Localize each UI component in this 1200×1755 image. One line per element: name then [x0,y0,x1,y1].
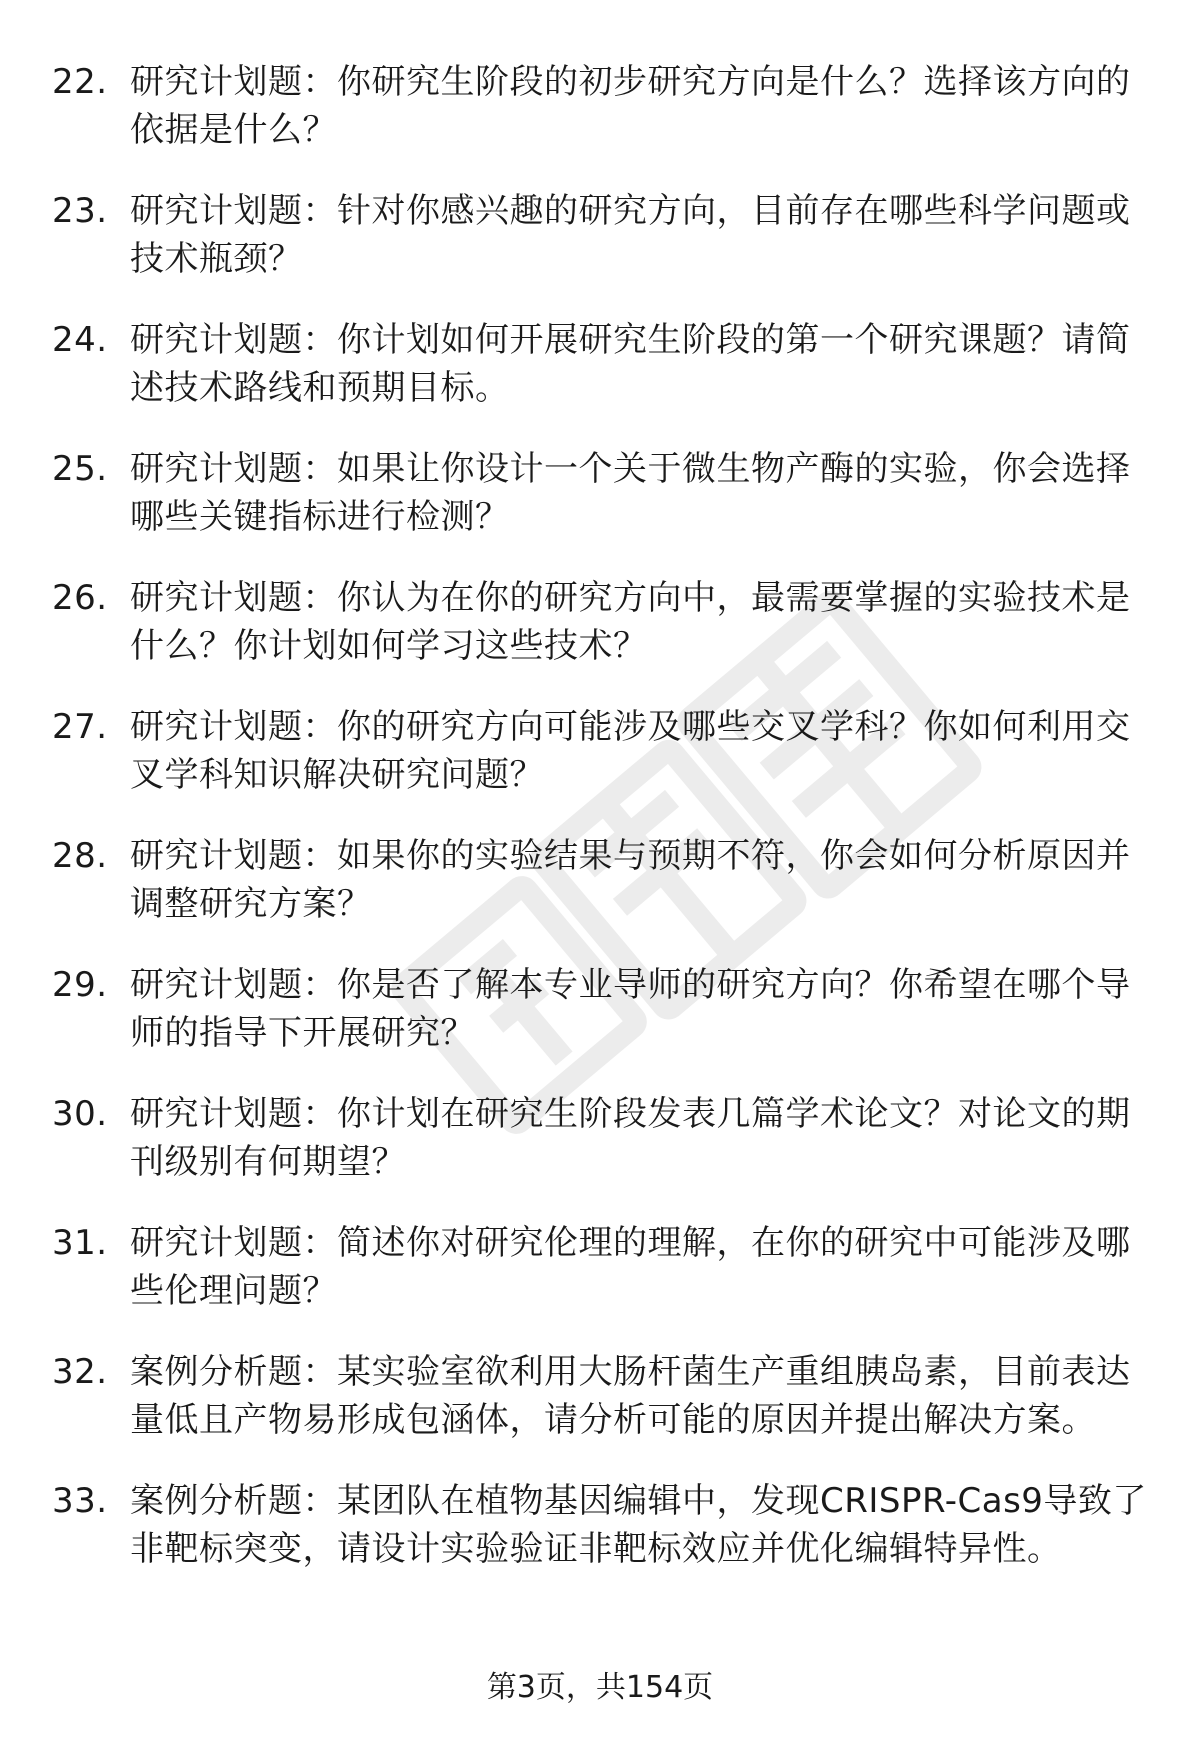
question-text: 研究计划题：如果让你设计一个关于微生物产酶的实验，你会选择哪些关键指标进行检测？ [130,449,1131,537]
question-number: 29. [52,965,108,1005]
question-item [52,961,1152,1057]
question-item [52,58,1152,154]
question-number: 27. [52,707,108,747]
question-number: 26. [52,578,108,618]
question-text: 研究计划题：你是否了解本专业导师的研究方向？你希望在哪个导师的指导下开展研究？ [130,965,1131,1053]
page-footer [0,1668,1200,1708]
question-item [52,1090,1152,1186]
question-number: 33. [52,1481,108,1521]
question-text: 研究计划题：你计划如何开展研究生阶段的第一个研究课题？请简述技术路线和预期目标。 [130,320,1131,408]
question-item [52,1219,1152,1315]
question-number: 32. [52,1352,108,1392]
question-text: 研究计划题：你认为在你的研究方向中，最需要掌握的实验技术是什么？你计划如何学习这些技术？ [130,578,1131,666]
question-text: 研究计划题：针对你感兴趣的研究方向，目前存在哪些科学问题或技术瓶颈？ [130,191,1131,279]
question-number: 23. [52,191,108,231]
question-text: 案例分析题：某实验室欲利用大肠杆菌生产重组胰岛素，目前表达量低且产物易形成包涵体，请分析可能的原因并提出解决方案。 [130,1352,1131,1440]
question-item [52,574,1152,670]
question-item [52,832,1152,928]
question-item [52,187,1152,283]
question-item [52,445,1152,541]
question-text: 研究计划题：如果你的实验结果与预期不符，你会如何分析原因并调整研究方案？ [130,836,1131,924]
question-item [52,1477,1152,1573]
question-text: 研究计划题：你的研究方向可能涉及哪些交叉学科？你如何利用交叉学科知识解决研究问题？ [130,707,1131,795]
question-item [52,703,1152,799]
question-number: 24. [52,320,108,360]
question-number: 31. [52,1223,108,1263]
question-text: 案例分析题：某团队在植物基因编辑中，发现CRISPR-Cas9导致了非靶标突变，请设计实验验证非靶标效应并优化编辑特异性。 [130,1481,1147,1569]
question-number: 25. [52,449,108,489]
question-text: 研究计划题：简述你对研究伦理的理解，在你的研究中可能涉及哪些伦理问题？ [130,1223,1131,1311]
question-item [52,1348,1152,1444]
question-text: 研究计划题：你研究生阶段的初步研究方向是什么？选择该方向的依据是什么？ [130,62,1131,150]
question-text: 研究计划题：你计划在研究生阶段发表几篇学术论文？对论文的期刊级别有何期望？ [130,1094,1131,1182]
question-list [52,58,1152,1606]
question-item [52,316,1152,412]
page-number-label: 第3页，共154页 [486,1670,714,1705]
question-number: 30. [52,1094,108,1134]
question-number: 28. [52,836,108,876]
question-number: 22. [52,62,108,102]
